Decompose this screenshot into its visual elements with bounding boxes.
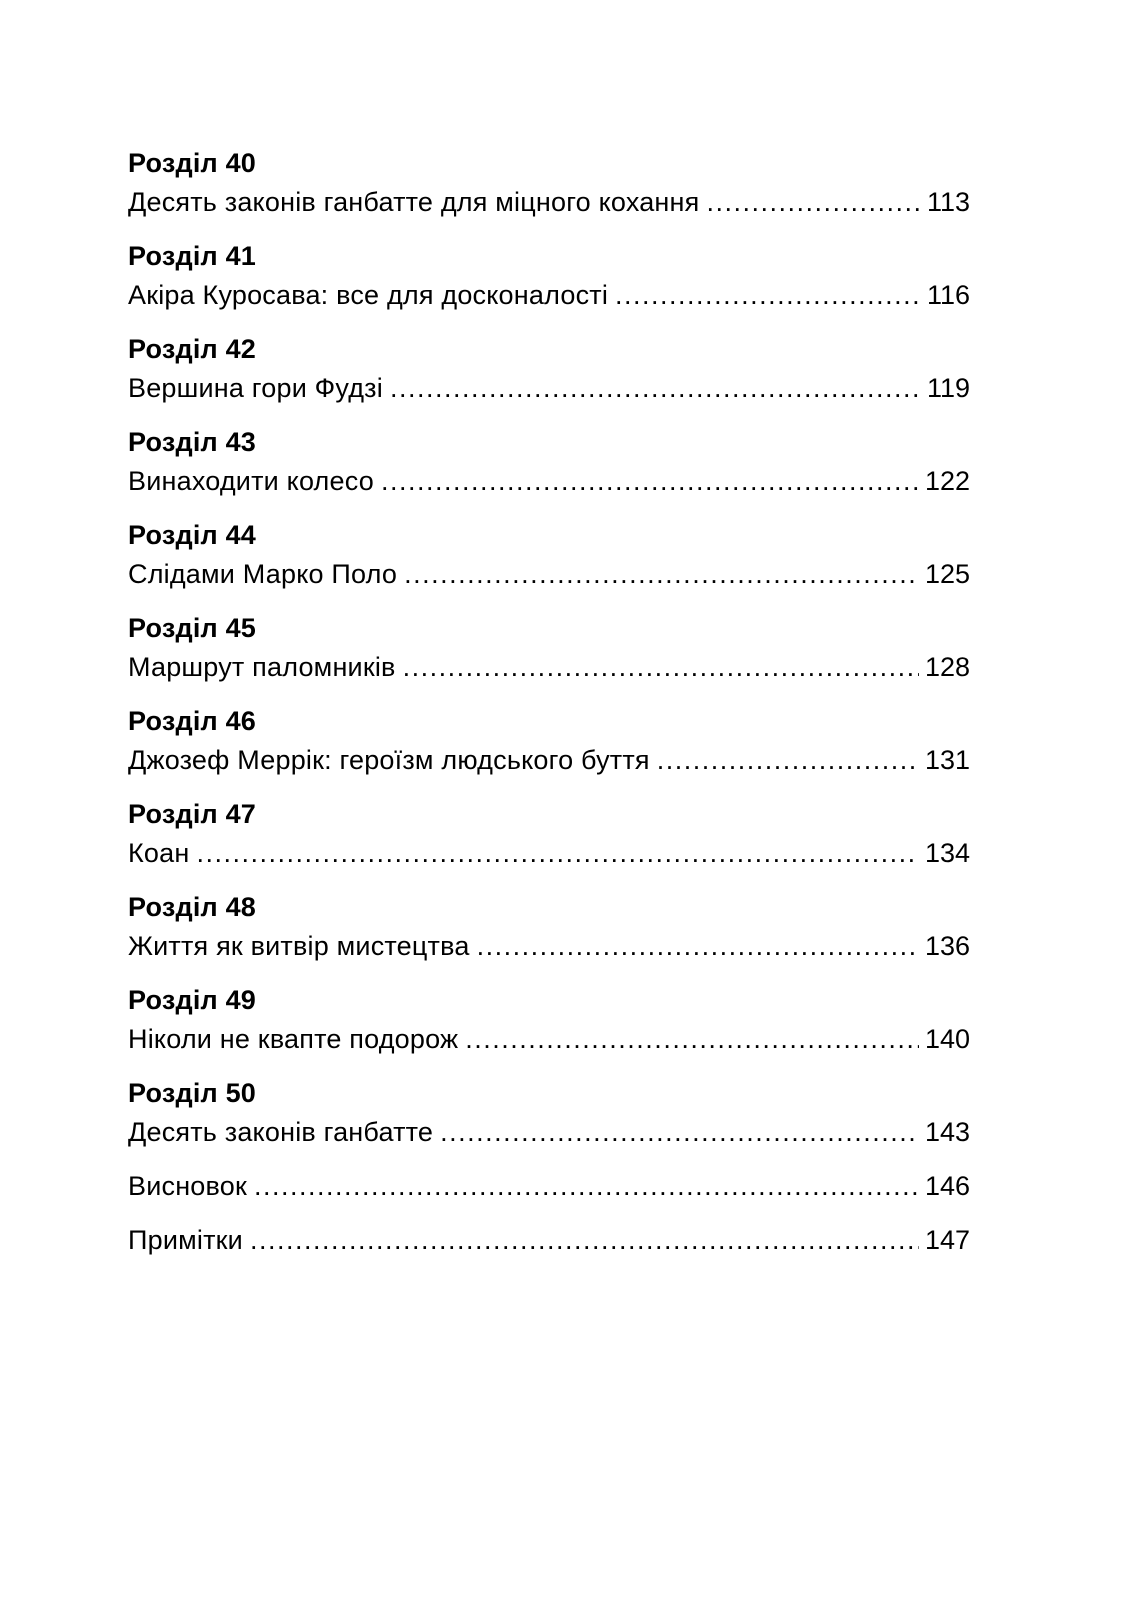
- toc-entry-title: Винаходити колесо: [128, 466, 374, 496]
- toc-entry-page: 143: [924, 1117, 970, 1147]
- toc-chapter-label: Розділ 46: [128, 706, 257, 736]
- toc-entry: [128, 1221, 970, 1260]
- toc-entry: [128, 1074, 970, 1152]
- toc-list: [128, 144, 970, 1260]
- toc-entry: [128, 516, 970, 594]
- toc-entry-row: [128, 555, 970, 594]
- toc-entry-row: [128, 462, 970, 501]
- toc-entry-row: [128, 1167, 970, 1206]
- toc-entry-title: Коан: [128, 838, 190, 868]
- dot-leader: [465, 1020, 919, 1059]
- dot-leader: [254, 1167, 919, 1206]
- toc-chapter-label: Розділ 41: [128, 241, 257, 271]
- toc-entry-title: Висновок: [128, 1171, 247, 1201]
- toc-entry-page: 128: [924, 652, 970, 682]
- toc-entry-page: 113: [926, 187, 970, 217]
- toc-entry-page: 146: [924, 1171, 970, 1201]
- toc-chapter-label: Розділ 50: [128, 1078, 257, 1108]
- toc-entry-page: 136: [924, 931, 970, 961]
- toc-entry-title: Джозеф Меррік: героїзм людського буття: [128, 745, 650, 775]
- toc-entry: [128, 423, 970, 501]
- toc-entry-page: 119: [926, 373, 970, 403]
- toc-chapter-label: Розділ 48: [128, 892, 257, 922]
- dot-leader: [477, 927, 919, 966]
- toc-entry-page: 134: [924, 838, 970, 868]
- dot-leader: [250, 1221, 919, 1260]
- toc-entry-title: Ніколи не квапте подорож: [128, 1024, 459, 1054]
- toc-entry-title: Вершина гори Фудзі: [128, 373, 383, 403]
- toc-entry: [128, 144, 970, 222]
- toc-entry-title: Акіра Куросава: все для досконалості: [128, 280, 609, 310]
- toc-entry-page: 116: [926, 280, 970, 310]
- dot-leader: [403, 648, 919, 687]
- toc-chapter-label: Розділ 47: [128, 799, 257, 829]
- toc-entry-row: [128, 648, 970, 687]
- toc-entry-page: 125: [924, 559, 970, 589]
- toc-entry-row: [128, 834, 970, 873]
- toc-entry: [128, 702, 970, 780]
- toc-entry-title: Маршрут паломників: [128, 652, 396, 682]
- toc-entry-page: 122: [924, 466, 970, 496]
- dot-leader: [657, 741, 919, 780]
- toc-entry: [128, 981, 970, 1059]
- toc-entry: [128, 888, 970, 966]
- toc-entry-title: Життя як витвір мистецтва: [128, 931, 470, 961]
- dot-leader: [196, 834, 918, 873]
- dot-leader: [390, 369, 921, 408]
- toc-chapter-label: Розділ 42: [128, 334, 257, 364]
- toc-entry-row: [128, 276, 970, 315]
- toc-entry-row: [128, 927, 970, 966]
- toc-entry-row: [128, 1113, 970, 1152]
- toc-entry-row: [128, 369, 970, 408]
- toc-chapter-label: Розділ 44: [128, 520, 257, 550]
- dot-leader: [404, 555, 919, 594]
- toc-entry-row: [128, 1020, 970, 1059]
- toc-entry-page: 131: [924, 745, 970, 775]
- toc-entry-title: Десять законів ганбатте: [128, 1117, 434, 1147]
- toc-entry: [128, 237, 970, 315]
- dot-leader: [381, 462, 919, 501]
- toc-entry-row: [128, 741, 970, 780]
- toc-entry: [128, 609, 970, 687]
- toc-entry: [128, 1167, 970, 1206]
- toc-entry-row: [128, 1221, 970, 1260]
- toc-chapter-label: Розділ 40: [128, 148, 257, 178]
- toc-entry-page: 147: [924, 1225, 970, 1255]
- toc-entry: [128, 330, 970, 408]
- toc-chapter-label: Розділ 43: [128, 427, 257, 457]
- toc-entry-title: Примітки: [128, 1225, 243, 1255]
- dot-leader: [706, 183, 920, 222]
- toc-entry: [128, 795, 970, 873]
- toc-entry-title: Десять законів ганбатте для міцного кохання: [128, 187, 700, 217]
- toc-entry-title: Слідами Марко Поло: [128, 559, 398, 589]
- toc-entry-page: 140: [924, 1024, 970, 1054]
- toc-entry-row: [128, 183, 970, 222]
- toc-chapter-label: Розділ 45: [128, 613, 257, 643]
- dot-leader: [440, 1113, 919, 1152]
- toc-chapter-label: Розділ 49: [128, 985, 257, 1015]
- dot-leader: [615, 276, 921, 315]
